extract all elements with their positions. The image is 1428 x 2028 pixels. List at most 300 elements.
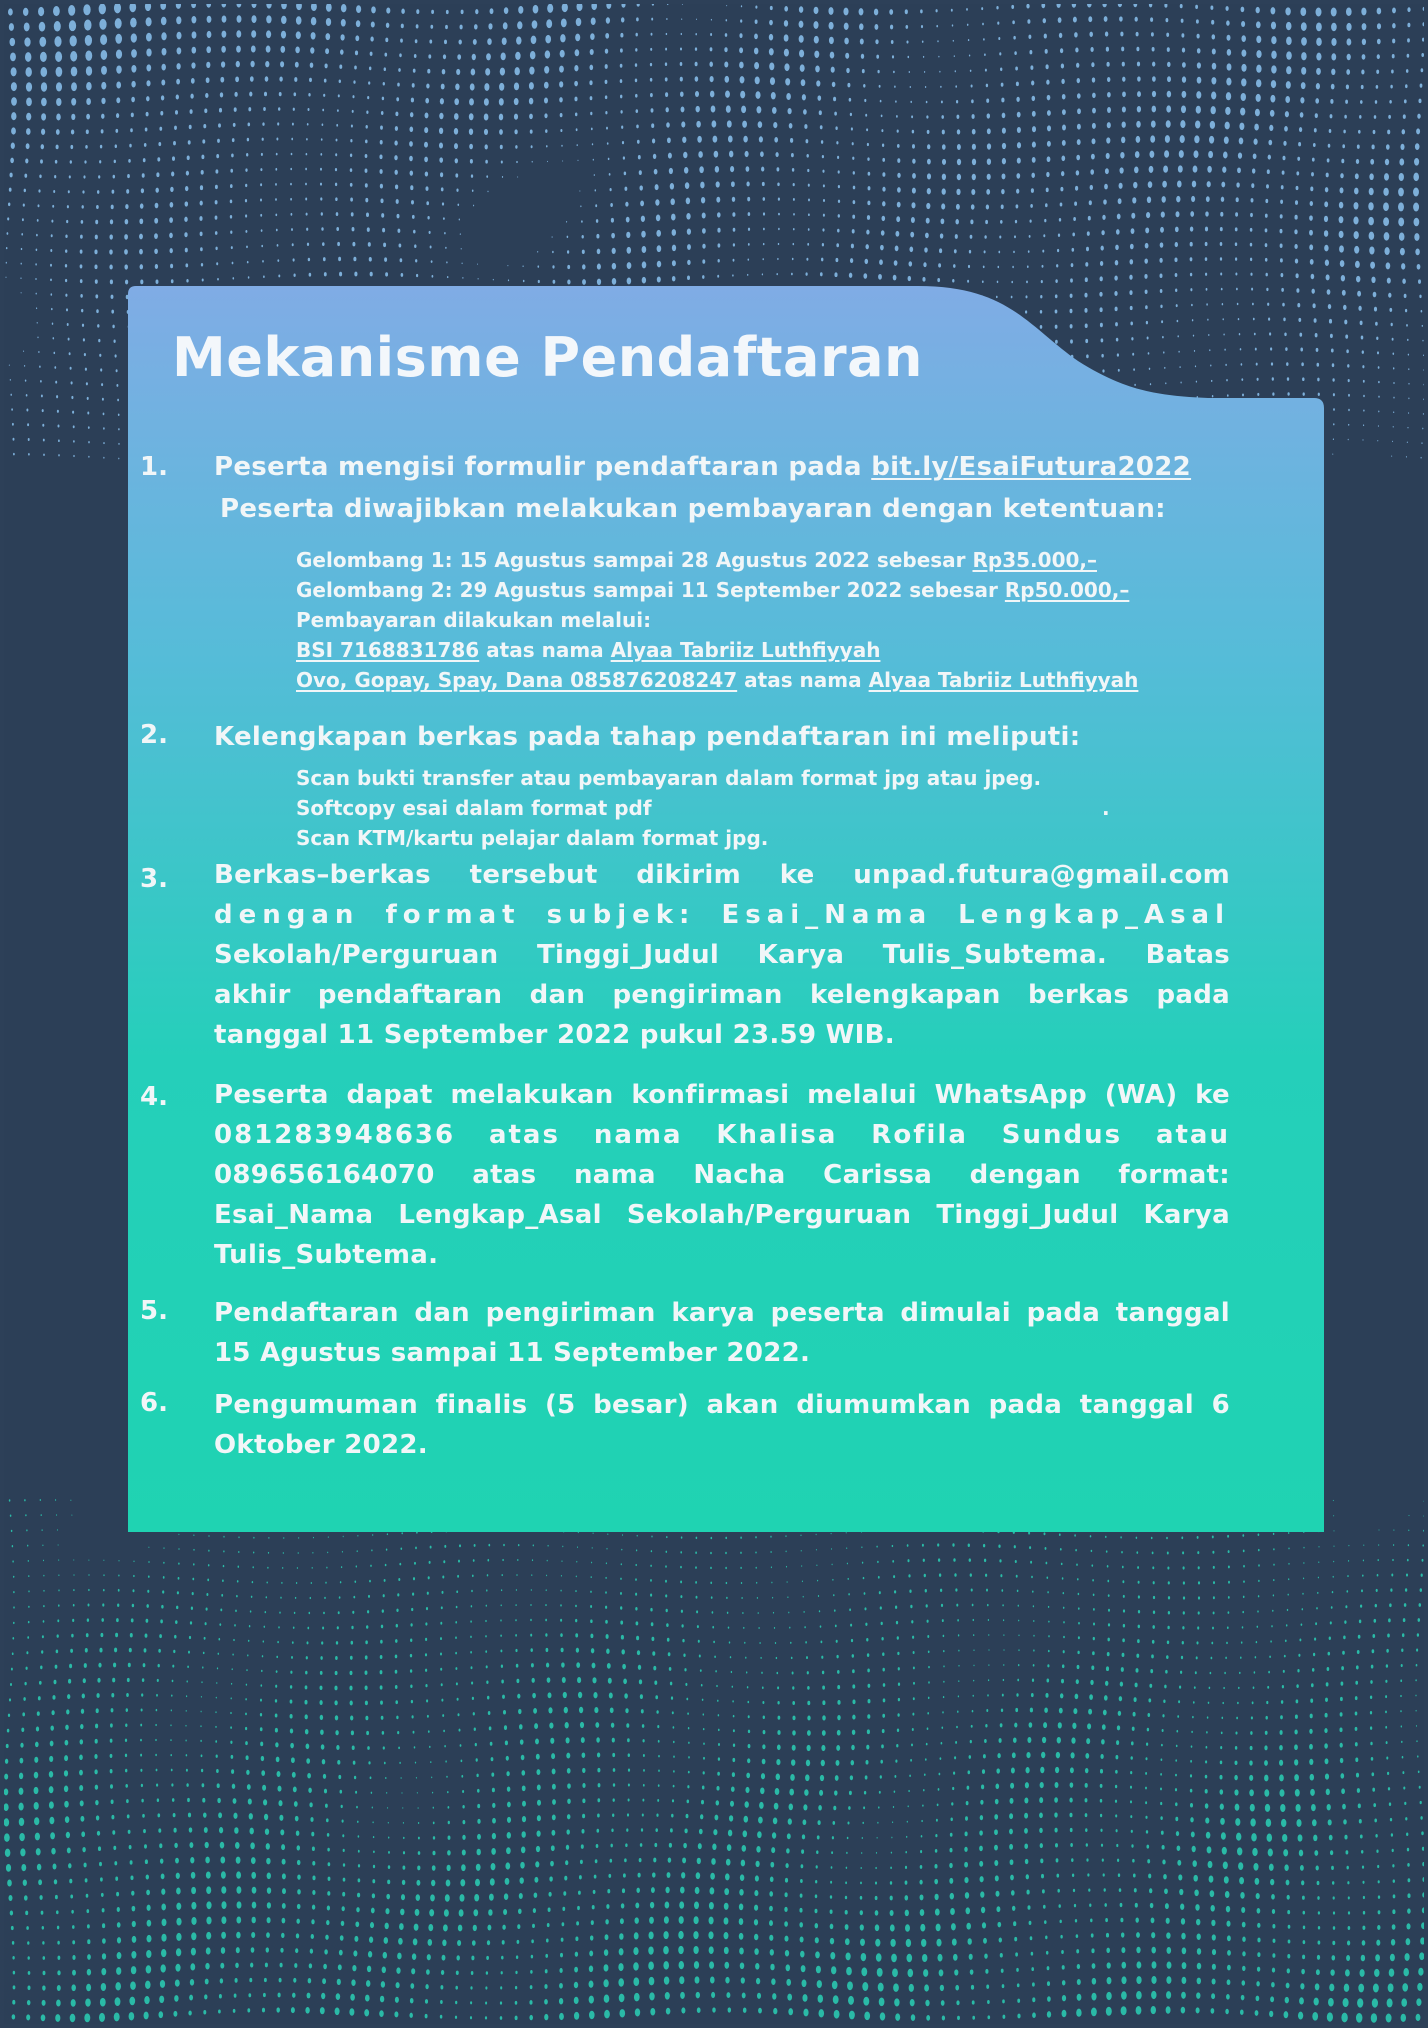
halftone-dot	[1122, 77, 1125, 82]
halftone-dot	[733, 1729, 735, 1732]
halftone-dot	[143, 158, 146, 162]
halftone-dot	[1183, 1611, 1185, 1614]
halftone-dot	[297, 1567, 298, 1569]
halftone-dot	[1310, 201, 1313, 206]
halftone-dot	[1219, 1775, 1222, 1780]
halftone-dot	[941, 203, 945, 209]
halftone-dot	[1391, 70, 1394, 74]
halftone-dot	[94, 264, 97, 269]
halftone-dot	[595, 1722, 599, 1728]
halftone-dot	[896, 216, 900, 222]
halftone-dot	[1273, 1594, 1274, 1596]
halftone-dot	[925, 233, 929, 239]
halftone-dot	[575, 113, 577, 117]
halftone-dot	[876, 55, 879, 59]
halftone-dot	[354, 66, 357, 70]
halftone-dot	[373, 1836, 374, 1838]
halftone-dot	[1048, 1635, 1049, 1637]
halftone-dot	[598, 1783, 601, 1787]
halftone-dot	[998, 251, 1000, 254]
halftone-dot	[534, 1723, 538, 1729]
halftone-dot	[582, 1783, 585, 1788]
halftone-dot	[1078, 1607, 1080, 1609]
halftone-dot	[307, 243, 309, 246]
halftone-dot	[941, 115, 944, 119]
halftone-dot	[1161, 212, 1165, 218]
halftone-dot	[430, 246, 432, 249]
halftone-dot	[19, 1833, 25, 1841]
halftone-dot	[49, 1786, 54, 1793]
halftone-dot	[1011, 1768, 1015, 1774]
halftone-dot	[306, 153, 308, 156]
halftone-dot	[276, 1757, 280, 1763]
halftone-dot	[158, 142, 161, 146]
halftone-dot	[266, 46, 271, 53]
halftone-dot	[477, 1834, 481, 1840]
halftone-dot	[43, 1620, 45, 1623]
halftone-dot	[216, 262, 218, 265]
halftone-dot	[71, 67, 78, 77]
halftone-dot	[193, 1549, 194, 1551]
halftone-dot	[395, 126, 398, 131]
halftone-dot	[95, 1785, 98, 1790]
halftone-dot	[867, 143, 869, 146]
halftone-dot	[1268, 155, 1271, 160]
halftone-dot	[414, 1562, 416, 1565]
halftone-dot	[777, 258, 778, 260]
halftone-dot	[1378, 1559, 1379, 1561]
halftone-dot	[177, 1591, 179, 1594]
halftone-dot	[1420, 1801, 1422, 1804]
halftone-dot	[1250, 213, 1253, 217]
halftone-dot	[937, 1803, 939, 1806]
halftone-dot	[1018, 1664, 1019, 1666]
halftone-dot	[1198, 1596, 1200, 1599]
halftone-dot	[866, 230, 869, 235]
halftone-dot	[730, 1801, 734, 1807]
halftone-dot	[1270, 7, 1275, 14]
halftone-dot	[1220, 272, 1222, 275]
halftone-dot	[384, 1579, 386, 1582]
halftone-dot	[666, 1623, 669, 1627]
halftone-dot	[808, 213, 810, 216]
halftone-dot	[1196, 1641, 1198, 1644]
halftone-dot	[1044, 1532, 1046, 1535]
halftone-dot	[987, 158, 991, 164]
halftone-dot	[1343, 1819, 1347, 1824]
halftone-dot	[666, 1551, 668, 1553]
halftone-dot	[1039, 1812, 1043, 1818]
halftone-dot	[1047, 95, 1051, 100]
halftone-dot	[125, 219, 129, 224]
halftone-dot	[247, 1784, 251, 1790]
halftone-dot	[792, 1730, 796, 1735]
halftone-dot	[1343, 305, 1346, 310]
halftone-dot	[1167, 1552, 1169, 1555]
halftone-dot	[322, 1627, 324, 1630]
halftone-dot	[260, 214, 262, 217]
halftone-dot	[260, 168, 262, 171]
halftone-dot	[1167, 1566, 1169, 1569]
halftone-dot	[518, 6, 523, 14]
halftone-dot	[1296, 273, 1299, 278]
halftone-dot	[1131, 213, 1135, 219]
halftone-dot	[894, 86, 896, 88]
halftone-dot	[1046, 188, 1049, 193]
halftone-dot	[1392, 441, 1393, 442]
halftone-dot	[114, 160, 116, 164]
halftone-dot	[1415, 143, 1420, 150]
halftone-dot	[651, 18, 653, 21]
halftone-dot	[1062, 1664, 1065, 1668]
halftone-dot	[1032, 1679, 1034, 1682]
halftone-dot	[34, 1757, 38, 1763]
halftone-dot	[95, 235, 98, 240]
halftone-dot	[1089, 200, 1092, 205]
halftone-dot	[445, 247, 446, 249]
halftone-dot	[470, 159, 473, 164]
halftone-dot	[410, 1685, 412, 1689]
halftone-dot	[627, 277, 632, 284]
halftone-dot	[807, 1730, 811, 1736]
halftone-dot	[942, 159, 946, 165]
halftone-dot	[7, 1729, 10, 1733]
halftone-dot	[955, 219, 959, 224]
halftone-dot	[324, 272, 327, 276]
halftone-dot	[264, 92, 267, 97]
halftone-dot	[1055, 1767, 1059, 1773]
halftone-dot	[1047, 156, 1051, 162]
halftone-dot	[741, 106, 746, 114]
halftone-dot	[1062, 94, 1066, 99]
halftone-dot	[1108, 1609, 1110, 1612]
halftone-dot	[1223, 1687, 1225, 1689]
halftone-dot	[605, 64, 608, 69]
halftone-dot	[968, 1770, 971, 1774]
halftone-dot	[1250, 243, 1252, 247]
halftone-dot	[597, 1753, 600, 1758]
halftone-dot	[687, 1785, 689, 1788]
halftone-dot	[1258, 1533, 1260, 1536]
halftone-dot	[681, 1624, 683, 1627]
halftone-dot	[1294, 229, 1297, 234]
halftone-dot	[1386, 1664, 1388, 1668]
halftone-dot	[250, 61, 254, 67]
halftone-dot	[1059, 33, 1062, 38]
halftone-dot	[41, 1650, 43, 1653]
halftone-dot	[65, 294, 67, 297]
halftone-dot	[1225, 6, 1228, 11]
halftone-dot	[215, 200, 218, 204]
halftone-dot	[1399, 233, 1405, 241]
halftone-dot	[868, 186, 871, 190]
halftone-dot	[371, 21, 375, 27]
halftone-dot	[747, 1686, 749, 1688]
halftone-dot	[471, 1681, 473, 1684]
halftone-dot	[446, 1776, 447, 1778]
halftone-dot	[537, 1800, 541, 1806]
halftone-dot	[1226, 1642, 1228, 1645]
halftone-dot	[1207, 166, 1212, 173]
halftone-dot	[835, 1775, 839, 1781]
halftone-dot	[1267, 1686, 1269, 1689]
halftone-dot	[1301, 22, 1307, 31]
halftone-dot	[544, 82, 549, 89]
halftone-dot	[25, 1514, 26, 1516]
halftone-dot	[912, 144, 915, 148]
halftone-dot	[1333, 1515, 1334, 1516]
halftone-dot	[1387, 1772, 1389, 1775]
halftone-dot	[1197, 48, 1201, 53]
halftone-dot	[1402, 1756, 1404, 1759]
halftone-dot	[1072, 248, 1075, 252]
halftone-dot	[308, 1612, 310, 1614]
halftone-dot	[1386, 144, 1390, 150]
halftone-dot	[204, 108, 207, 113]
halftone-dot	[639, 170, 642, 175]
halftone-dot	[353, 1761, 356, 1765]
halftone-dot	[103, 427, 105, 429]
halftone-dot	[171, 1709, 172, 1711]
halftone-dot	[1152, 106, 1157, 113]
halftone-dot	[1150, 17, 1153, 22]
halftone-dot	[22, 1712, 25, 1716]
halftone-dot	[911, 1620, 913, 1623]
halftone-dot	[231, 1769, 234, 1774]
halftone-dot	[605, 1620, 608, 1624]
halftone-dot	[163, 1547, 164, 1549]
halftone-dot	[545, 129, 547, 133]
halftone-dot	[665, 1594, 667, 1597]
halftone-dot	[154, 249, 158, 254]
halftone-dot	[1058, 1722, 1062, 1728]
halftone-dot	[470, 1620, 472, 1622]
halftone-dot	[1182, 76, 1186, 82]
halftone-dot	[1208, 1702, 1210, 1704]
halftone-dot	[695, 91, 699, 97]
halftone-dot	[897, 1713, 899, 1717]
halftone-dot	[695, 76, 699, 81]
halftone-dot	[1055, 279, 1057, 283]
halftone-dot	[281, 16, 287, 24]
halftone-dot	[972, 1604, 974, 1607]
halftone-dot	[410, 1623, 412, 1626]
halftone-dot	[1258, 1549, 1260, 1551]
halftone-dot	[65, 1740, 69, 1746]
halftone-dot	[1227, 1626, 1229, 1629]
halftone-dot	[1193, 150, 1198, 158]
halftone-dot	[666, 33, 668, 35]
halftone-dot	[336, 1641, 338, 1645]
halftone-dot	[702, 244, 705, 249]
halftone-dot	[1032, 157, 1036, 163]
halftone-dot	[938, 1788, 940, 1791]
halftone-dot	[1085, 277, 1088, 282]
halftone-dot	[1198, 1566, 1200, 1569]
halftone-dot	[462, 263, 463, 265]
halftone-dot	[473, 205, 474, 207]
halftone-dot	[727, 120, 732, 127]
halftone-dot	[517, 1559, 518, 1561]
halftone-dot	[1026, 4, 1029, 9]
halftone-dot	[474, 24, 478, 29]
halftone-dot	[517, 176, 518, 177]
halftone-dot	[446, 10, 449, 14]
halftone-dot	[433, 1822, 435, 1825]
halftone-dot	[687, 260, 690, 265]
halftone-dot	[580, 205, 581, 207]
halftone-dot	[777, 182, 779, 186]
halftone-dot	[606, 17, 610, 23]
halftone-dot	[793, 213, 795, 216]
halftone-dot	[1133, 4, 1137, 7]
halftone-dot	[307, 1627, 309, 1630]
halftone-dot	[208, 1564, 210, 1566]
halftone-dot	[635, 1578, 637, 1581]
halftone-dot	[1423, 1530, 1424, 1532]
halftone-dot	[926, 203, 930, 209]
halftone-dot	[561, 145, 562, 147]
halftone-dot	[905, 9, 908, 14]
halftone-dot	[27, 423, 29, 426]
halftone-dot	[1093, 1623, 1095, 1626]
halftone-dot	[246, 1684, 247, 1686]
halftone-dot	[672, 245, 676, 251]
halftone-dot	[1088, 216, 1091, 221]
halftone-dot	[702, 228, 706, 234]
halftone-dot	[560, 1604, 562, 1606]
halftone-dot	[501, 52, 506, 60]
halftone-dot	[666, 18, 667, 20]
halftone-dot	[863, 84, 865, 88]
halftone-dot	[70, 160, 72, 163]
halftone-dot	[733, 243, 735, 246]
halftone-dot	[702, 275, 704, 279]
halftone-dot	[1119, 1696, 1122, 1701]
halftone-dot	[533, 1544, 534, 1546]
halftone-dot	[368, 81, 370, 84]
halftone-dot	[1145, 1787, 1147, 1790]
halftone-dot	[338, 1611, 340, 1614]
halftone-dot	[744, 1816, 749, 1823]
halftone-dot	[140, 1739, 142, 1742]
halftone-dot	[1385, 1680, 1387, 1683]
halftone-dot	[1315, 98, 1319, 104]
halftone-dot	[86, 98, 91, 105]
halftone-dot	[515, 1649, 517, 1652]
halftone-dot	[800, 64, 805, 71]
halftone-dot	[853, 200, 856, 204]
halftone-dot	[1121, 1667, 1124, 1672]
halftone-dot	[682, 4, 683, 5]
halftone-dot	[455, 84, 459, 91]
halftone-dot	[1362, 54, 1366, 60]
halftone-dot	[803, 109, 807, 115]
halftone-dot	[460, 233, 461, 235]
halftone-dot	[864, 1791, 866, 1795]
halftone-dot	[521, 1770, 525, 1776]
halftone-dot	[640, 1694, 643, 1699]
halftone-dot	[566, 1753, 570, 1759]
halftone-dot	[355, 1791, 357, 1794]
halftone-dot	[412, 215, 415, 219]
halftone-dot	[428, 1576, 430, 1579]
halftone-dot	[275, 213, 277, 216]
halftone-dot	[86, 1633, 89, 1637]
halftone-dot	[80, 250, 83, 254]
halftone-dot	[1423, 1515, 1424, 1517]
halftone-dot	[552, 1815, 556, 1821]
halftone-dot	[399, 1762, 400, 1764]
halftone-dot	[606, 127, 608, 130]
halftone-dot	[201, 1769, 203, 1772]
halftone-dot	[42, 409, 44, 412]
halftone-dot	[1348, 1545, 1349, 1546]
halftone-dot	[582, 235, 584, 239]
halftone-dot	[351, 124, 353, 127]
halftone-dot	[10, 173, 13, 178]
halftone-dot	[1108, 1623, 1110, 1626]
halftone-dot	[970, 235, 973, 239]
halftone-dot	[154, 218, 158, 224]
halftone-dot	[710, 76, 714, 82]
halftone-dot	[327, 1833, 330, 1837]
halftone-dot	[1417, 1755, 1418, 1757]
halftone-dot	[1358, 1635, 1361, 1639]
halftone-dot	[666, 107, 669, 112]
halftone-dot	[1403, 114, 1406, 119]
halftone-dot	[155, 188, 158, 193]
halftone-dot	[37, 1711, 40, 1716]
halftone-dot	[1212, 34, 1216, 39]
halftone-dot	[276, 153, 278, 156]
halftone-dot	[791, 273, 793, 276]
halftone-dot	[414, 1746, 416, 1748]
halftone-dot	[762, 1686, 764, 1689]
halftone-dot	[1017, 158, 1021, 164]
halftone-dot	[1086, 1738, 1090, 1744]
halftone-dot	[190, 1621, 192, 1624]
halftone-dot	[681, 1536, 683, 1538]
halftone-dot	[409, 141, 413, 147]
halftone-dot	[67, 1694, 70, 1699]
halftone-dot	[25, 67, 31, 77]
halftone-dot	[612, 278, 617, 285]
halftone-dot	[1303, 1577, 1304, 1579]
halftone-dot	[1000, 220, 1003, 224]
halftone-dot	[1314, 1638, 1316, 1641]
halftone-dot	[1332, 363, 1335, 367]
halftone-dot	[1077, 124, 1081, 130]
halftone-dot	[1165, 135, 1170, 143]
halftone-dot	[817, 95, 821, 100]
halftone-dot	[1013, 251, 1015, 254]
halftone-dot	[787, 1596, 788, 1598]
halftone-dot	[759, 1802, 764, 1809]
halftone-dot	[1107, 1652, 1110, 1656]
halftone-dot	[712, 120, 717, 127]
halftone-dot	[882, 143, 884, 146]
halftone-dot	[1283, 1670, 1285, 1673]
halftone-dot	[460, 1744, 462, 1747]
halftone-dot	[702, 1699, 704, 1701]
halftone-dot	[1206, 1746, 1208, 1749]
halftone-dot	[4, 1774, 8, 1780]
halftone-dot	[1056, 264, 1058, 267]
halftone-dot	[1330, 114, 1333, 118]
halftone-dot	[1122, 122, 1126, 128]
halftone-dot	[1420, 84, 1423, 88]
